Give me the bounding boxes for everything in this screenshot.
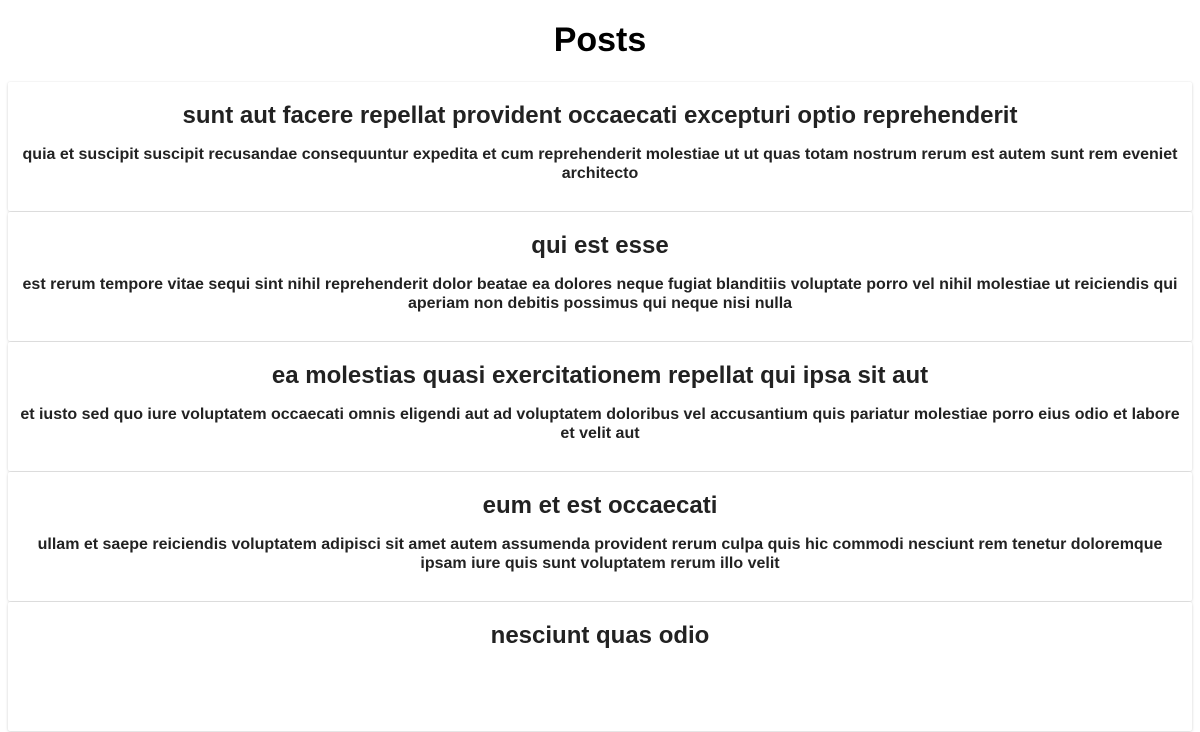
post-body: et iusto sed quo iure voluptatem occaecati omnis eligendi aut ad voluptatem doloribus vel accusantium quis pariatur molestiae porro eius odio et labore et velit aut: [20, 406, 1180, 442]
post-body: est rerum tempore vitae sequi sint nihil reprehenderit dolor beatae ea dolores neque fugiat blanditiis voluptate porro vel nihil molestiae ut reiciendis qui aperiam non debitis possimus qui neque nisi nulla: [22, 276, 1178, 312]
post-title: qui est esse: [531, 232, 669, 259]
post-list: [8, 82, 1192, 732]
post-body: quia et suscipit suscipit recusandae consequuntur expedita et cum reprehenderit molestiae ut ut quas totam nostrum rerum est autem sunt rem eveniet architecto: [22, 146, 1178, 182]
post-title: sunt aut facere repellat provident occaecati excepturi optio reprehenderit: [182, 102, 1018, 129]
post-title: nesciunt quas odio: [490, 622, 710, 649]
post-card: [8, 82, 1192, 211]
post-card: [8, 342, 1192, 471]
post-title: eum et est occaecati: [482, 492, 718, 519]
page-title: Posts: [553, 21, 647, 59]
post-title: ea molestias quasi exercitationem repellat qui ipsa sit aut: [271, 362, 929, 389]
post-card: [8, 212, 1192, 341]
post-body: ullam et saepe reiciendis voluptatem adipisci sit amet autem assumenda provident rerum culpa quis hic commodi nesciunt rem tenetur doloremque ipsam iure quis sunt voluptatem rerum illo velit: [37, 536, 1163, 572]
post-card: [8, 472, 1192, 601]
post-card: [8, 602, 1192, 731]
